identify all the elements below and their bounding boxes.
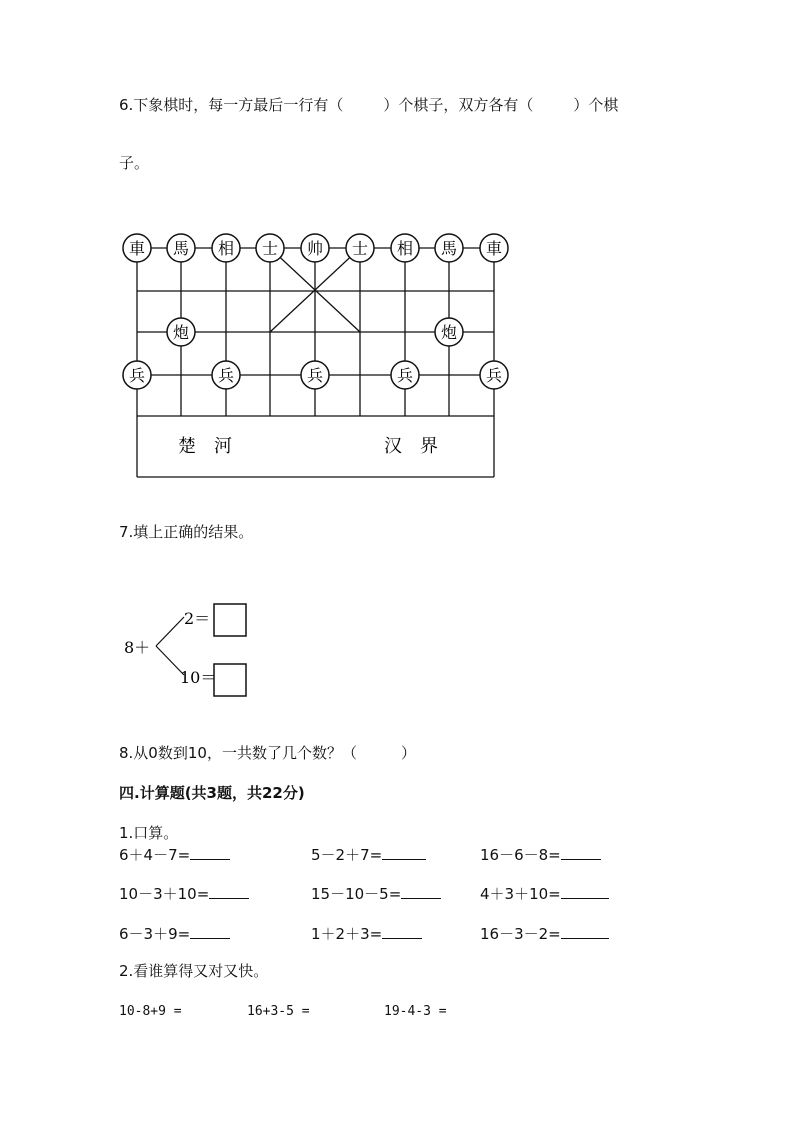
- number-split-diagram: [118, 596, 258, 706]
- answer-blank[interactable]: [209, 886, 249, 899]
- calc-1-item: [311, 926, 422, 942]
- answer-blank[interactable]: [382, 847, 426, 860]
- chess-piece-label: 相: [396, 239, 414, 258]
- calc-1-item: [311, 886, 441, 902]
- calc-1-expression: 10－3＋10=: [119, 885, 210, 903]
- base-expression: 8＋: [124, 638, 151, 657]
- calc-1-item: [119, 886, 249, 902]
- chess-piece-label: 相: [217, 239, 235, 258]
- question-8: [119, 746, 416, 761]
- calc-2-item-1: 10-8+9 =: [119, 1004, 182, 1019]
- calc-1-expression: 6＋4－7=: [119, 846, 191, 864]
- chess-piece: [256, 234, 284, 262]
- answer-blank[interactable]: [190, 926, 230, 939]
- branch-1-expression: 2＝: [184, 609, 211, 628]
- calc-1-item: [119, 926, 230, 942]
- section-4-title: 四.计算题(共3题，共22分): [119, 784, 305, 802]
- chess-piece-label: 馬: [440, 239, 458, 258]
- river-left-label: 楚 河: [178, 436, 232, 457]
- chess-piece: [435, 234, 463, 262]
- q6-text-a: 6.下象棋时，每一方最后一行有（: [119, 96, 344, 114]
- answer-blank[interactable]: [190, 847, 230, 860]
- q6-text-b: ）个棋子，双方各有（: [383, 96, 534, 114]
- chess-piece-label: 士: [351, 239, 369, 258]
- chess-piece: [301, 234, 329, 262]
- chess-piece: [435, 318, 463, 346]
- q6-text-c: ）个棋: [573, 96, 619, 114]
- chess-piece-label: 兵: [128, 366, 146, 385]
- chess-piece: [167, 318, 195, 346]
- calc-1-expression: 16－3－2=: [480, 925, 561, 943]
- chess-piece-label: 車: [128, 239, 146, 258]
- answer-blank[interactable]: [561, 926, 609, 939]
- calc-1-expression: 1＋2＋3=: [311, 925, 383, 943]
- chess-piece-label: 炮: [172, 323, 190, 342]
- question-6-line-2: 子。: [119, 154, 150, 172]
- answer-blank[interactable]: [561, 886, 609, 899]
- answer-blank[interactable]: [401, 886, 441, 899]
- calc-1-item: [480, 926, 609, 942]
- chess-piece: [167, 234, 195, 262]
- chess-piece-label: 兵: [485, 366, 503, 385]
- calc-2-title: 2.看谁算得又对又快。: [119, 962, 269, 980]
- calc-1-title: 1.口算。: [119, 824, 179, 842]
- chess-piece-label: 帅: [306, 239, 324, 258]
- chess-piece-label: 士: [261, 239, 279, 258]
- chess-piece: [123, 361, 151, 389]
- chess-piece-label: 兵: [306, 366, 324, 385]
- calc-1-item: [480, 847, 601, 863]
- answer-box-1[interactable]: [214, 604, 246, 636]
- chess-piece-label: 兵: [396, 366, 414, 385]
- calc-1-item: [311, 847, 426, 863]
- chess-piece: [391, 361, 419, 389]
- chess-piece: [301, 361, 329, 389]
- chess-piece: [346, 234, 374, 262]
- chess-piece-label: 炮: [440, 323, 458, 342]
- calc-2-item-2: 16+3-5 =: [247, 1004, 310, 1019]
- answer-box-2[interactable]: [214, 664, 246, 696]
- river-right-label: 汉 界: [384, 436, 438, 457]
- answer-blank[interactable]: [561, 847, 601, 860]
- chess-piece: [391, 234, 419, 262]
- chess-piece: [212, 361, 240, 389]
- q8-text-a: 8.从0数到10，一共数了几个数？（: [119, 744, 357, 762]
- chess-piece: [480, 234, 508, 262]
- chess-piece: [123, 234, 151, 262]
- calc-1-expression: 15－10－5=: [311, 885, 402, 903]
- calc-1-item: [119, 847, 230, 863]
- question-6-line-1: [119, 98, 618, 113]
- calc-2-item-3: 19-4-3 =: [384, 1004, 447, 1019]
- calc-1-item: [480, 886, 609, 902]
- branch-2-expression: 10＝: [180, 668, 217, 687]
- chess-piece: [480, 361, 508, 389]
- chess-piece-label: 馬: [172, 239, 190, 258]
- q8-text-b: ）: [400, 744, 416, 762]
- question-7-text: 7.填上正确的结果。: [119, 523, 254, 541]
- calc-1-expression: 6－3＋9=: [119, 925, 191, 943]
- chess-piece-label: 車: [485, 239, 503, 258]
- answer-blank[interactable]: [382, 926, 422, 939]
- chess-piece: [212, 234, 240, 262]
- chess-piece-label: 兵: [217, 366, 235, 385]
- chess-board-diagram: [118, 228, 518, 484]
- calc-1-expression: 5－2＋7=: [311, 846, 383, 864]
- calc-1-expression: 4＋3＋10=: [480, 885, 561, 903]
- calc-1-expression: 16－6－8=: [480, 846, 561, 864]
